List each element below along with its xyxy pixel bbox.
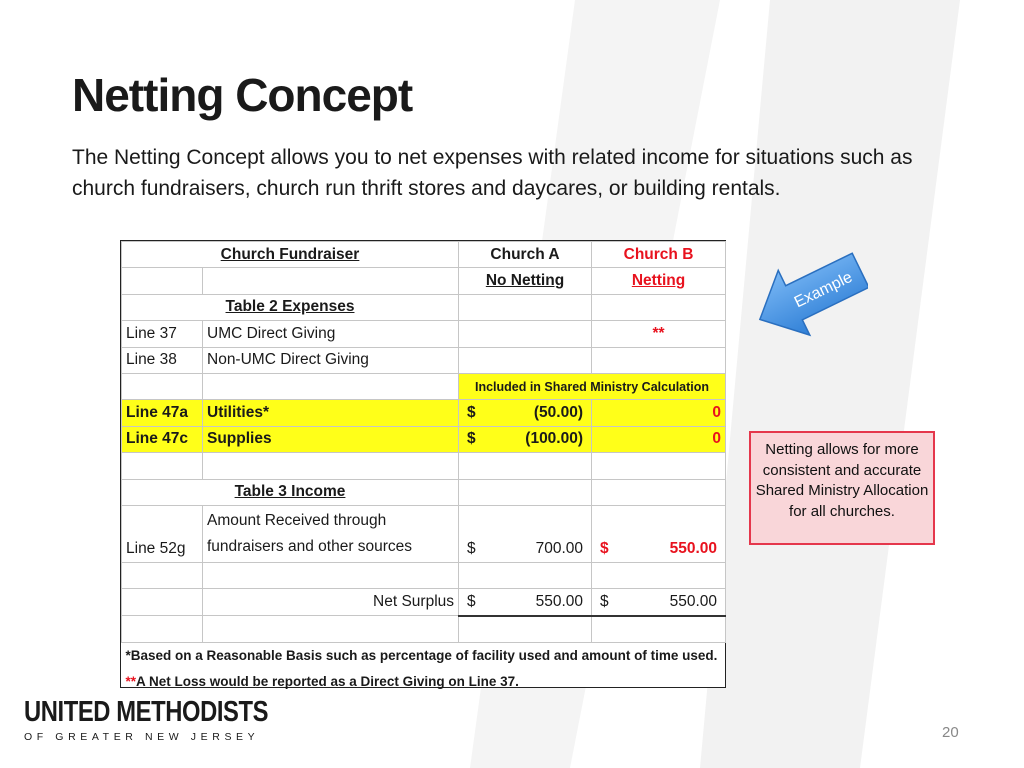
table-row xyxy=(122,479,726,505)
intro-paragraph: The Netting Concept allows you to net expenses with related income for situations such as church fundraisers, church run thrift stores and daycares, or building rentals. xyxy=(72,146,913,200)
footnote: **A Net Loss would be reported as a Direct Giving on Line 37. xyxy=(125,673,519,689)
amount: 700.00 xyxy=(535,539,584,557)
table-row xyxy=(122,321,726,347)
currency-symbol: $ xyxy=(600,539,609,557)
line-code: Line 37 xyxy=(122,321,203,347)
amount: (50.00) xyxy=(533,404,584,422)
amount: 550.00 xyxy=(669,539,718,557)
table-row xyxy=(122,242,726,268)
table-row xyxy=(122,616,726,643)
table-row xyxy=(122,347,726,373)
example-arrow-icon xyxy=(748,244,868,344)
currency-symbol: $ xyxy=(467,430,476,448)
line-code: Line 52g xyxy=(122,505,203,562)
table-row xyxy=(122,294,726,320)
line-code: Line 47a xyxy=(122,400,203,426)
col-a-subtitle: No Netting xyxy=(485,272,565,290)
page-title: Netting Concept xyxy=(72,69,413,121)
table-row xyxy=(122,426,726,452)
currency-symbol: $ xyxy=(600,592,609,610)
amount: (100.00) xyxy=(525,430,584,448)
table-row xyxy=(122,668,726,693)
table-row xyxy=(122,268,726,294)
table-row xyxy=(122,505,726,562)
col-b-title: Church B xyxy=(592,242,726,268)
line-code: Line 47c xyxy=(122,426,203,452)
income-heading: Table 3 Income xyxy=(234,483,346,501)
net-loss-marker: ** xyxy=(592,321,726,347)
table-heading: Church Fundraiser xyxy=(220,245,360,263)
amount: 550.00 xyxy=(669,592,718,610)
amount: 550.00 xyxy=(535,592,584,610)
table-row xyxy=(122,562,726,588)
amount: 0 xyxy=(592,400,726,426)
fundraiser-table xyxy=(120,240,726,688)
col-a-title: Church A xyxy=(459,242,592,268)
expenses-heading: Table 2 Expenses xyxy=(225,298,355,316)
line-label: Utilities* xyxy=(203,400,459,426)
line-label: UMC Direct Giving xyxy=(203,321,459,347)
amount: 0 xyxy=(592,426,726,452)
logo-subtitle: OF GREATER NEW JERSEY xyxy=(24,731,260,743)
table-row xyxy=(122,643,726,669)
footnote: *Based on a Reasonable Basis such as percentage of facility used and amount of time used. xyxy=(125,648,718,664)
line-code: Line 38 xyxy=(122,347,203,373)
table-row xyxy=(122,589,726,616)
currency-symbol: $ xyxy=(467,404,476,422)
example-label: Example xyxy=(791,268,856,312)
page-number: 20 xyxy=(942,724,959,741)
line-label: Non-UMC Direct Giving xyxy=(203,347,459,373)
line-label: Supplies xyxy=(203,426,459,452)
col-b-subtitle: Netting xyxy=(631,272,686,290)
logo-wordmark: UNITED METHODISTS xyxy=(24,696,269,728)
currency-symbol: $ xyxy=(467,539,476,557)
line-label: Amount Received through fundraisers and other sources xyxy=(203,505,459,562)
net-surplus-label: Net Surplus xyxy=(203,589,459,616)
included-note: Included in Shared Ministry Calculation xyxy=(459,373,726,399)
table-row xyxy=(122,400,726,426)
table-row xyxy=(122,453,726,479)
netting-callout: Netting allows for more consistent and accurate Shared Ministry Allocation for all churches. xyxy=(749,431,935,545)
table-row xyxy=(122,373,726,399)
currency-symbol: $ xyxy=(467,592,476,610)
